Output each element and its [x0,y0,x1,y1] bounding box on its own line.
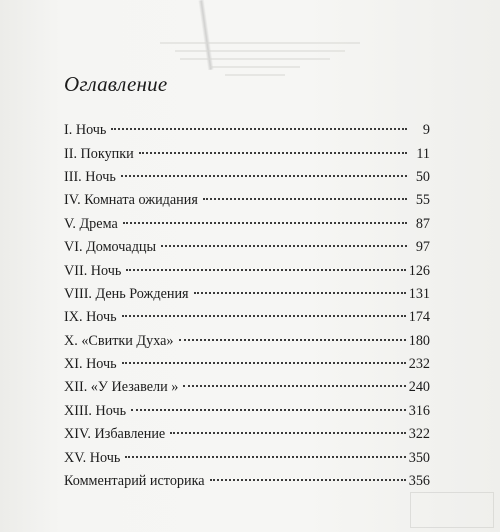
toc-entry-label: XV. Ночь [64,449,121,466]
toc-entry-page-number: 356 [408,473,430,490]
toc-entry-label: I. Ночь [64,122,107,139]
toc-entry-label: VII. Ночь [64,262,122,279]
toc-entry-page-number: 87 [415,215,430,232]
toc-entry-label: VIII. День Рождения [64,285,189,302]
isbn-stamp [410,492,494,528]
toc-entry-label: VI. Домочадцы [64,239,157,256]
toc-entry-label: XIII. Ночь [64,402,127,419]
dot-leader [183,371,405,387]
toc-entry-label: IV. Комната ожидания [64,192,198,209]
toc-entry-page-number: 174 [408,309,430,326]
dot-leader [121,161,407,177]
bleed-through-mark [160,42,360,44]
toc-entry-label: X. «Свитки Духа» [64,332,174,349]
dot-leader [210,465,406,481]
toc-entry-page-number: 9 [422,122,430,139]
toc-entry-label: III. Ночь [64,168,116,185]
toc-entry-label: XIV. Избавление [64,426,166,443]
toc-entry-page-number: 322 [408,426,430,443]
dot-leader [170,418,406,434]
dot-leader [161,231,407,247]
dot-leader [126,254,405,270]
bleed-through-mark [225,74,285,76]
dot-leader [139,137,407,153]
toc-entry-page-number: 180 [408,332,430,349]
dot-leader [131,395,406,411]
dot-leader [123,208,407,224]
toc-entry-page-number: 97 [415,239,430,256]
dot-leader [194,278,406,294]
toc-list [64,118,430,492]
toc-entry-page-number: 240 [408,379,430,396]
toc-entry-page-number: 316 [408,402,430,419]
toc-entry-label: V. Дрема [64,215,118,232]
toc-entry-label: Комментарий историка [64,473,205,490]
toc-title: Оглавление [64,72,168,96]
toc-entry-label: IX. Ночь [64,309,117,326]
toc-entry-page-number: 55 [415,192,430,209]
dot-leader [111,114,407,130]
bleed-through-mark [180,58,330,60]
bleed-through-mark [175,50,345,52]
dot-leader [203,184,407,200]
dot-leader [179,325,406,341]
toc-entry-page-number: 232 [408,356,430,373]
toc-entry-label: XII. «У Иезавели » [64,379,179,396]
toc-entry-page-number: 11 [416,145,430,162]
dot-leader [122,301,406,317]
dot-leader [122,348,406,364]
toc-entry-page-number: 131 [408,285,430,302]
toc-entry [64,469,430,492]
toc-entry-page-number: 350 [408,449,430,466]
dot-leader [125,441,405,457]
toc-entry-page-number: 50 [415,168,430,185]
bleed-through-mark [210,66,300,68]
toc-entry-label: II. Покупки [64,145,134,162]
toc-entry-label: XI. Ночь [64,356,117,373]
toc-entry-page-number: 126 [408,262,430,279]
